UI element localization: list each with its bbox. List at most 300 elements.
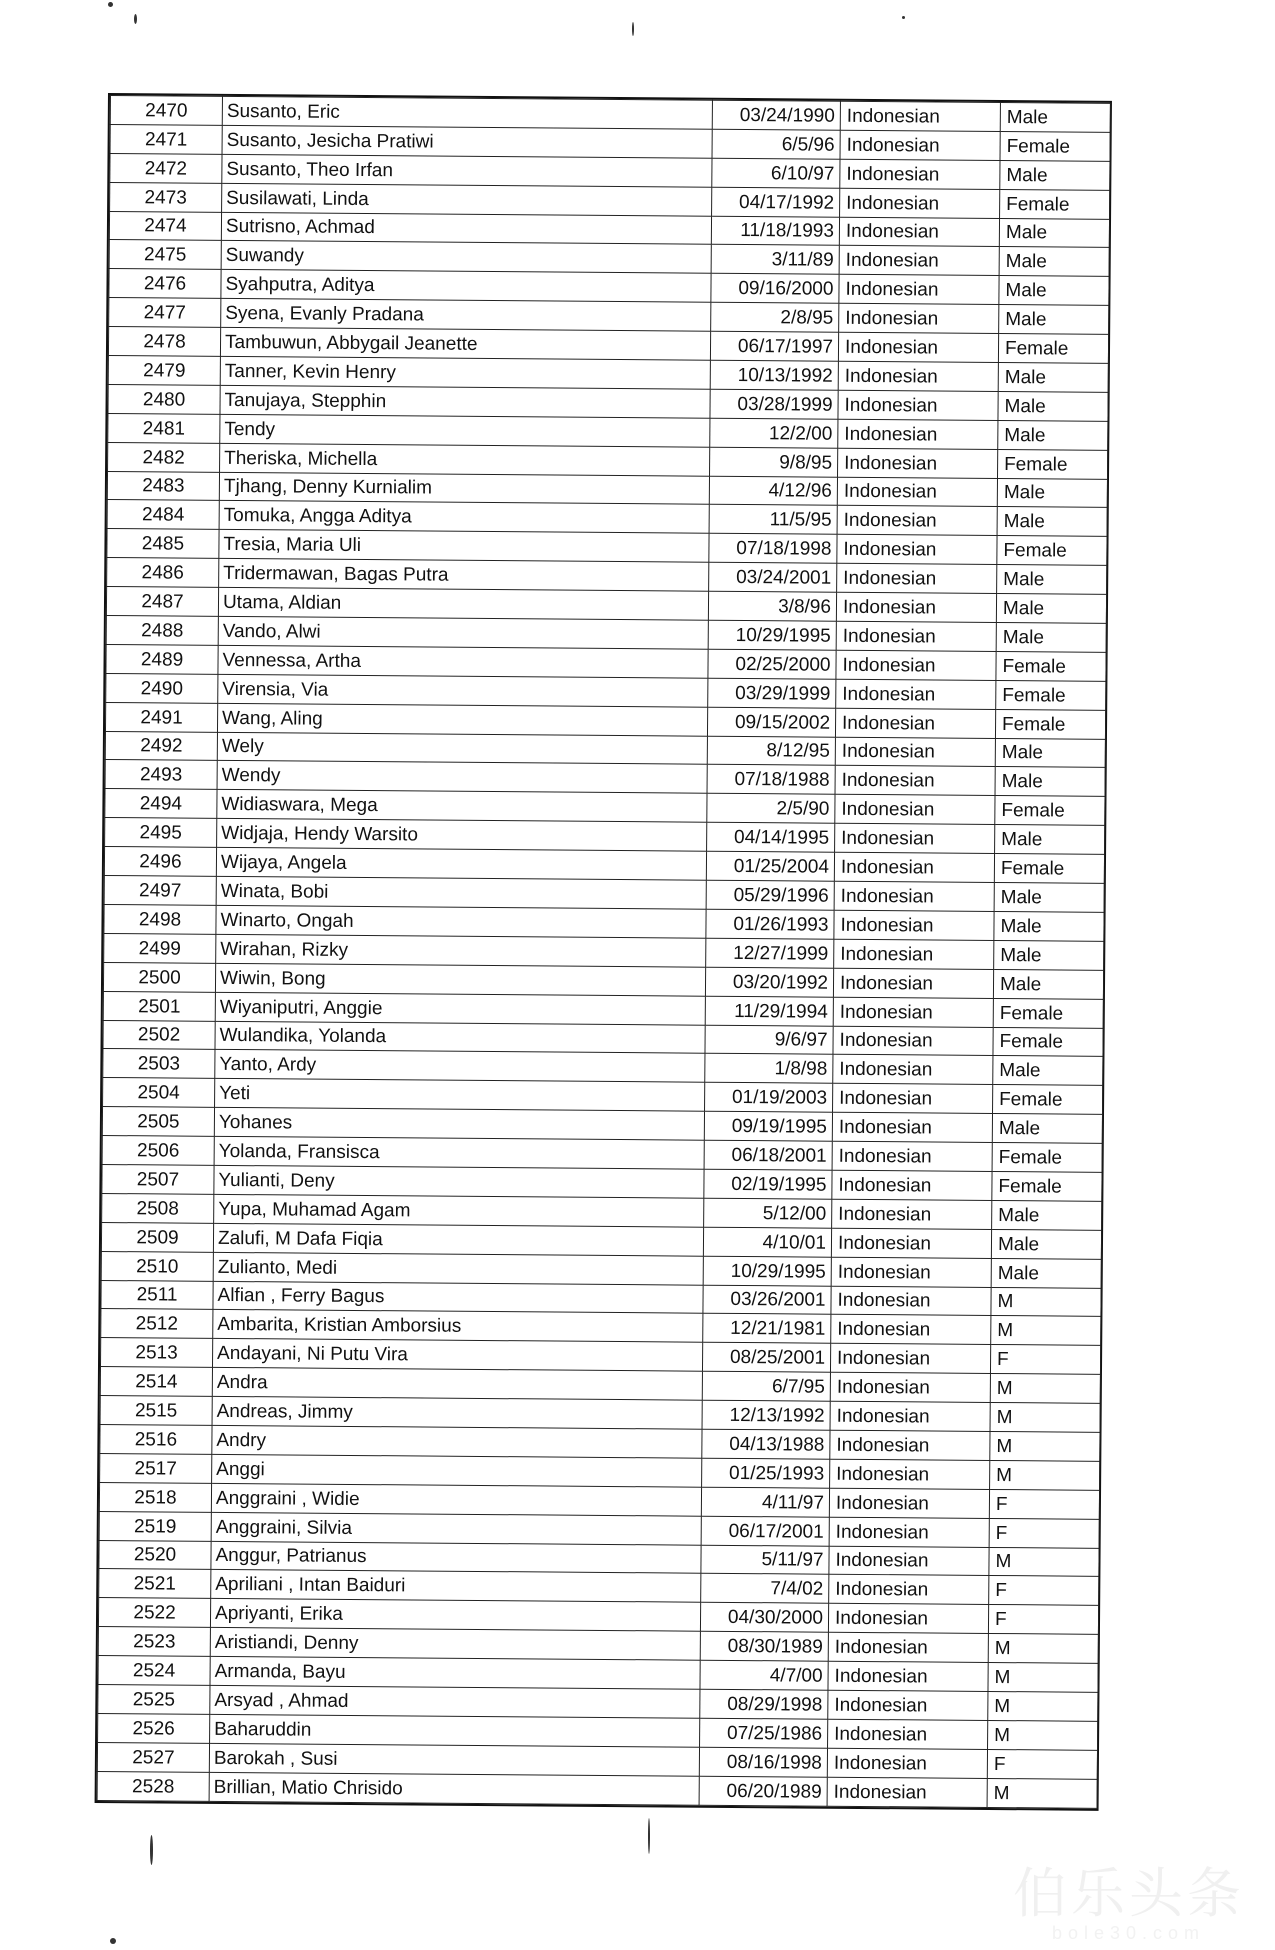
record-number-cell: 2508 [102,1193,214,1223]
birthdate-cell: 06/17/2001 [701,1516,829,1546]
record-number-cell: 2476 [109,269,221,299]
name-cell: Winata, Bobi [216,876,706,909]
birthdate-cell: 12/27/1999 [706,938,834,968]
nationality-cell: Indonesian [830,1459,990,1489]
gender-cell: Male [1000,160,1110,190]
nationality-cell: Indonesian [832,1170,992,1200]
gender-cell: Male [995,825,1105,855]
nationality-cell: Indonesian [831,1228,991,1258]
record-number-cell: 2489 [106,644,218,674]
record-number-cell: 2483 [107,471,219,501]
nationality-cell: Indonesian [837,477,997,507]
name-cell: Anggraini , Widie [211,1483,701,1516]
nationality-cell: Indonesian [838,419,998,449]
record-number-cell: 2487 [106,587,218,617]
nationality-cell: Indonesian [835,737,995,767]
name-cell: Yupa, Muhamad Agam [214,1194,704,1227]
birthdate-cell: 06/17/1997 [710,331,838,361]
name-cell: Yohanes [214,1108,704,1141]
gender-cell: Male [991,1258,1101,1288]
nationality-cell: Indonesian [829,1517,989,1547]
gender-cell: Male [994,883,1104,913]
record-number-cell: 2477 [109,298,221,328]
gender-cell: M [988,1691,1098,1721]
name-cell: Vando, Alwi [218,616,708,649]
nationality-cell: Indonesian [837,506,997,536]
record-number-cell: 2484 [107,500,219,530]
name-cell: Tambuwun, Abbygail Jeanette [220,328,710,361]
gender-cell: M [989,1547,1099,1577]
gender-cell: Male [995,738,1105,768]
name-cell: Zalufi, M Dafa Fiqia [213,1223,703,1256]
name-cell: Brillian, Matio Chrisido [209,1772,699,1805]
scan-speck [632,22,634,36]
nationality-cell: Indonesian [838,332,998,362]
record-number-cell: 2511 [101,1280,213,1310]
gender-cell: Female [994,854,1104,884]
gender-cell: Female [993,1085,1103,1115]
record-number-cell: 2475 [109,240,221,270]
name-cell: Ambarita, Kristian Amborsius [213,1310,703,1343]
birthdate-cell: 4/10/01 [703,1227,831,1257]
birthdate-cell: 2/8/95 [711,302,839,332]
name-cell: Syahputra, Aditya [221,270,711,303]
birthdate-cell: 03/29/1999 [708,678,836,708]
nationality-cell: Indonesian [839,246,999,276]
record-number-cell: 2518 [99,1482,211,1512]
name-cell: Andreas, Jimmy [212,1396,702,1429]
name-cell: Andayani, Ni Putu Vira [212,1339,702,1372]
record-number-cell: 2509 [101,1222,213,1252]
name-cell: Tomuka, Angga Aditya [219,501,709,534]
gender-cell: M [988,1634,1098,1664]
gender-cell: Female [992,1143,1102,1173]
records-table [97,95,1111,1808]
birthdate-cell: 03/20/1992 [705,967,833,997]
nationality-cell: Indonesian [836,621,996,651]
gender-cell: Female [998,334,1108,364]
nationality-cell: Indonesian [835,708,995,738]
name-cell: Wendy [217,761,707,794]
nationality-cell: Indonesian [833,968,993,998]
gender-cell: Male [998,363,1108,393]
name-cell: Arsyad , Ahmad [210,1685,700,1718]
record-number-cell: 2502 [103,1020,215,1050]
nationality-cell: Indonesian [829,1546,989,1576]
gender-cell: Male [991,1229,1101,1259]
birthdate-cell: 10/29/1995 [708,620,836,650]
record-number-cell: 2516 [100,1424,212,1454]
record-number-cell: 2493 [105,760,217,790]
gender-cell: F [989,1576,1099,1606]
gender-cell: Male [992,1200,1102,1230]
gender-cell: M [991,1287,1101,1317]
record-number-cell: 2499 [104,933,216,963]
name-cell: Wiyaniputri, Anggie [215,992,705,1025]
name-cell: Zulianto, Medi [213,1252,703,1285]
gender-cell: Male [1000,103,1110,133]
gender-cell: M [990,1431,1100,1461]
gender-cell: M [988,1663,1098,1693]
record-number-cell: 2503 [103,1049,215,1079]
name-cell: Theriska, Michella [220,443,710,476]
birthdate-cell: 03/26/2001 [703,1285,831,1315]
birthdate-cell: 12/13/1992 [702,1400,830,1430]
gender-cell: Male [997,565,1107,595]
birthdate-cell: 08/25/2001 [702,1343,830,1373]
record-number-cell: 2521 [99,1569,211,1599]
birthdate-cell: 03/24/1990 [712,100,840,130]
nationality-cell: Indonesian [833,1026,993,1056]
nationality-cell: Indonesian [831,1315,991,1345]
nationality-cell: Indonesian [835,766,995,796]
name-cell: Tanujaya, Stepphin [220,385,710,418]
birthdate-cell: 07/25/1986 [700,1718,828,1748]
name-cell: Yanto, Ardy [215,1050,705,1083]
record-number-cell: 2519 [99,1511,211,1541]
birthdate-cell: 09/15/2002 [707,707,835,737]
birthdate-cell: 10/13/1992 [710,360,838,390]
nationality-cell: Indonesian [829,1488,989,1518]
name-cell: Susanto, Eric [222,96,712,129]
gender-cell: M [990,1374,1100,1404]
name-cell: Suwandy [221,241,711,274]
name-cell: Apriyanti, Erika [210,1599,700,1632]
record-number-cell: 2507 [102,1164,214,1194]
nationality-cell: Indonesian [833,1084,993,1114]
record-number-cell: 2505 [102,1107,214,1137]
name-cell: Andry [212,1425,702,1458]
record-number-cell: 2473 [110,182,222,212]
birthdate-cell: 3/8/96 [708,591,836,621]
nationality-cell: Indonesian [837,563,997,593]
nationality-cell: Indonesian [836,592,996,622]
gender-cell: F [989,1489,1099,1519]
birthdate-cell: 9/6/97 [705,1025,833,1055]
birthdate-cell: 04/30/2000 [700,1603,828,1633]
record-number-cell: 2514 [100,1367,212,1397]
birthdate-cell: 10/29/1995 [703,1256,831,1286]
gender-cell: Male [999,305,1109,335]
gender-cell: Female [993,998,1103,1028]
gender-cell: M [990,1460,1100,1490]
record-number-cell: 2492 [105,731,217,761]
gender-cell: F [989,1518,1099,1548]
name-cell: Wang, Aling [217,703,707,736]
birthdate-cell: 12/2/00 [710,418,838,448]
record-number-cell: 2482 [108,442,220,472]
gender-cell: Male [994,940,1104,970]
birthdate-cell: 4/12/96 [709,476,837,506]
name-cell: Wely [217,732,707,765]
watermark-url: bole30.com [1051,1923,1205,1943]
nationality-cell: Indonesian [834,881,994,911]
nationality-cell: Indonesian [840,130,1000,160]
record-number-cell: 2490 [106,673,218,703]
record-number-cell: 2520 [99,1540,211,1570]
gender-cell: M [988,1720,1098,1750]
record-number-cell: 2510 [101,1251,213,1281]
name-cell: Andra [212,1368,702,1401]
record-number-cell: 2481 [108,413,220,443]
gender-cell: Male [998,391,1108,421]
birthdate-cell: 09/19/1995 [704,1111,832,1141]
birthdate-cell: 08/29/1998 [700,1689,828,1719]
record-number-cell: 2525 [98,1684,210,1714]
birthdate-cell: 6/7/95 [702,1371,830,1401]
nationality-cell: Indonesian [827,1777,987,1807]
nationality-cell: Indonesian [830,1372,990,1402]
nationality-cell: Indonesian [827,1748,987,1778]
name-cell: Alfian , Ferry Bagus [213,1281,703,1314]
nationality-cell: Indonesian [839,303,999,333]
birthdate-cell: 02/25/2000 [708,649,836,679]
name-cell: Sutrisno, Achmad [221,212,711,245]
gender-cell: Female [993,1027,1103,1057]
birthdate-cell: 03/28/1999 [710,389,838,419]
birthdate-cell: 06/18/2001 [704,1140,832,1170]
gender-cell: Female [1000,131,1110,161]
nationality-cell: Indonesian [839,217,999,247]
name-cell: Wirahan, Rizky [216,934,706,967]
nationality-cell: Indonesian [838,390,998,420]
watermark-logo: 伯乐头条 [1013,1862,1245,1925]
nationality-cell: Indonesian [837,535,997,565]
nationality-cell: Indonesian [834,939,994,969]
name-cell: Yulianti, Deny [214,1165,704,1198]
records-table-body [97,96,1110,1808]
gender-cell: F [987,1749,1097,1779]
birthdate-cell: 02/19/1995 [704,1169,832,1199]
birthdate-cell: 11/5/95 [709,505,837,535]
gender-cell: Male [996,594,1106,624]
gender-cell: Female [995,709,1105,739]
nationality-cell: Indonesian [838,361,998,391]
record-number-cell: 2472 [110,153,222,183]
nationality-cell: Indonesian [830,1344,990,1374]
birthdate-cell: 2/5/90 [707,794,835,824]
name-cell: Vennessa, Artha [218,645,708,678]
birthdate-cell: 6/10/97 [712,158,840,188]
nationality-cell: Indonesian [840,159,1000,189]
name-cell: Tanner, Kevin Henry [220,356,710,389]
name-cell: Widjaja, Hendy Warsito [217,819,707,852]
nationality-cell: Indonesian [828,1719,988,1749]
name-cell: Wijaya, Angela [216,848,706,881]
birthdate-cell: 04/17/1992 [712,187,840,217]
nationality-cell: Indonesian [832,1199,992,1229]
record-number-cell: 2478 [108,327,220,357]
birthdate-cell: 05/29/1996 [706,880,834,910]
birthdate-cell: 4/11/97 [701,1487,829,1517]
birthdate-cell: 6/5/96 [712,129,840,159]
gender-cell: F [988,1605,1098,1635]
record-number-cell: 2528 [97,1771,209,1801]
record-number-cell: 2497 [104,876,216,906]
name-cell: Syena, Evanly Pradana [221,299,711,332]
scan-speck [150,1835,153,1865]
gender-cell: Male [996,623,1106,653]
nationality-cell: Indonesian [828,1604,988,1634]
gender-cell: Female [996,651,1106,681]
name-cell: Widiaswara, Mega [217,790,707,823]
record-number-cell: 2491 [105,702,217,732]
nationality-cell: Indonesian [839,275,999,305]
birthdate-cell: 01/19/2003 [705,1082,833,1112]
birthdate-cell: 12/21/1981 [703,1314,831,1344]
birthdate-cell: 07/18/1988 [707,765,835,795]
birthdate-cell: 11/29/1994 [705,996,833,1026]
record-number-cell: 2524 [98,1656,210,1686]
birthdate-cell: 9/8/95 [710,447,838,477]
name-cell: Baharuddin [210,1714,700,1747]
gender-cell: Male [993,969,1103,999]
nationality-cell: Indonesian [830,1401,990,1431]
nationality-cell: Indonesian [828,1632,988,1662]
name-cell: Apriliani , Intan Baiduri [211,1570,701,1603]
birthdate-cell: 3/11/89 [711,245,839,275]
gender-cell: Female [996,680,1106,710]
record-number-cell: 2527 [97,1742,209,1772]
nationality-cell: Indonesian [828,1661,988,1691]
gender-cell: Male [997,507,1107,537]
record-number-cell: 2504 [103,1078,215,1108]
record-number-cell: 2485 [107,529,219,559]
nationality-cell: Indonesian [833,997,993,1027]
name-cell: Winarto, Ongah [216,905,706,938]
gender-cell: Male [994,911,1104,941]
gender-cell: Male [998,420,1108,450]
nationality-cell: Indonesian [830,1430,990,1460]
birthdate-cell: 01/26/1993 [706,909,834,939]
scan-speck [134,14,137,24]
birthdate-cell: 04/14/1995 [707,822,835,852]
gender-cell: Male [995,767,1105,797]
gender-cell: Female [998,449,1108,479]
gender-cell: M [990,1403,1100,1433]
gender-cell: Male [999,218,1109,248]
nationality-cell: Indonesian [836,650,996,680]
nationality-cell: Indonesian [834,910,994,940]
record-number-cell: 2498 [104,904,216,934]
gender-cell: Male [992,1114,1102,1144]
gender-cell: Female [1000,189,1110,219]
nationality-cell: Indonesian [834,852,994,882]
record-number-cell: 2496 [104,847,216,877]
nationality-cell: Indonesian [840,188,1000,218]
record-number-cell: 2515 [100,1396,212,1426]
birthdate-cell: 1/8/98 [705,1054,833,1084]
gender-cell: Female [995,796,1105,826]
name-cell: Wiwin, Bong [215,963,705,996]
name-cell: Susilawati, Linda [222,183,712,216]
nationality-cell: Indonesian [828,1690,988,1720]
scan-speck [902,16,905,19]
nationality-cell: Indonesian [831,1286,991,1316]
records-sheet [95,93,1112,1810]
record-number-cell: 2500 [103,962,215,992]
name-cell: Virensia, Via [218,674,708,707]
name-cell: Tjhang, Denny Kurnialim [219,472,709,505]
gender-cell: F [990,1345,1100,1375]
nationality-cell: Indonesian [835,795,995,825]
birthdate-cell: 4/7/00 [700,1660,828,1690]
scan-speck [648,1818,650,1854]
record-number-cell: 2480 [108,384,220,414]
name-cell: Armanda, Bayu [210,1656,700,1689]
scan-speck [110,1938,116,1944]
gender-cell: Male [997,478,1107,508]
record-number-cell: 2495 [105,818,217,848]
name-cell: Tendy [220,414,710,447]
record-number-cell: 2474 [109,211,221,241]
name-cell: Anggur, Patrianus [211,1541,701,1574]
gender-cell: Female [992,1171,1102,1201]
nationality-cell: Indonesian [831,1257,991,1287]
birthdate-cell: 09/16/2000 [711,274,839,304]
name-cell: Susanto, Jesicha Pratiwi [222,125,712,158]
scan-speck [108,2,113,7]
record-number-cell: 2486 [107,558,219,588]
nationality-cell: Indonesian [829,1575,989,1605]
gender-cell: Male [993,1056,1103,1086]
record-number-cell: 2526 [98,1713,210,1743]
birthdate-cell: 07/18/1998 [709,534,837,564]
record-number-cell: 2479 [108,356,220,386]
record-number-cell: 2488 [106,616,218,646]
birthdate-cell: 7/4/02 [701,1574,829,1604]
birthdate-cell: 11/18/1993 [711,216,839,246]
record-number-cell: 2517 [100,1453,212,1483]
birthdate-cell: 8/12/95 [707,736,835,766]
name-cell: Utama, Aldian [218,588,708,621]
birthdate-cell: 03/24/2001 [709,562,837,592]
gender-cell: M [991,1316,1101,1346]
birthdate-cell: 08/30/1989 [700,1631,828,1661]
name-cell: Susanto, Theo Irfan [222,154,712,187]
record-number-cell: 2522 [98,1598,210,1628]
name-cell: Anggi [212,1454,702,1487]
birthdate-cell: 04/13/1988 [702,1429,830,1459]
record-number-cell: 2501 [103,991,215,1021]
record-number-cell: 2512 [101,1309,213,1339]
birthdate-cell: 06/20/1989 [699,1776,827,1806]
name-cell: Barokah , Susi [209,1743,699,1776]
nationality-cell: Indonesian [838,448,998,478]
nationality-cell: Indonesian [835,823,995,853]
name-cell: Anggraini, Silvia [211,1512,701,1545]
nationality-cell: Indonesian [832,1141,992,1171]
record-number-cell: 2523 [98,1627,210,1657]
name-cell: Aristiandi, Denny [210,1628,700,1661]
gender-cell: Female [997,536,1107,566]
record-number-cell: 2506 [102,1136,214,1166]
birthdate-cell: 08/16/1998 [699,1747,827,1777]
record-number-cell: 2470 [110,96,222,126]
birthdate-cell: 5/11/97 [701,1545,829,1575]
gender-cell: M [987,1778,1097,1808]
birthdate-cell: 01/25/1993 [702,1458,830,1488]
record-number-cell: 2471 [110,124,222,154]
nationality-cell: Indonesian [840,101,1000,131]
birthdate-cell: 5/12/00 [704,1198,832,1228]
birthdate-cell: 01/25/2004 [706,851,834,881]
name-cell: Tridermawan, Bagas Putra [219,559,709,592]
gender-cell: Male [999,247,1109,277]
nationality-cell: Indonesian [836,679,996,709]
record-number-cell: 2494 [105,789,217,819]
name-cell: Yolanda, Fransisca [214,1136,704,1169]
